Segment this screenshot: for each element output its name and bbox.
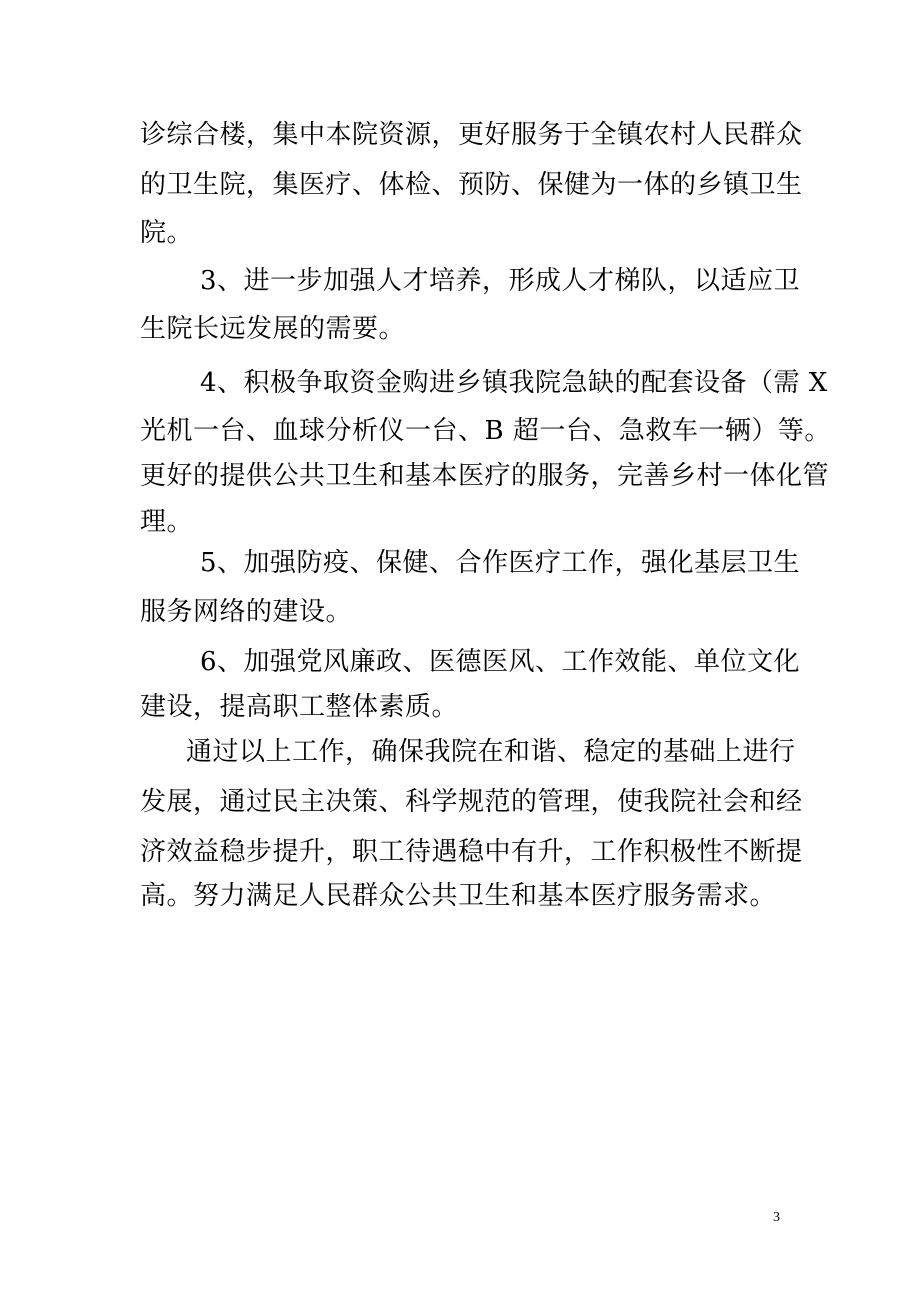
paragraph-6-line-3: 济效益稳步提升，职工待遇稳中有升，工作积极性不断提 <box>140 837 803 867</box>
paragraph-6-line-1: 通过以上工作，确保我院在和谐、稳定的基础上进行 <box>186 737 796 767</box>
paragraph-6-line-2: 发展，通过民主决策、科学规范的管理，使我院社会和经 <box>140 787 803 817</box>
paragraph-1-line-1: 诊综合楼，集中本院资源，更好服务于全镇农村人民群众 <box>140 120 803 150</box>
paragraph-5-line-2: 建设，提高职工整体素质。 <box>140 692 459 722</box>
paragraph-1-line-2: 的卫生院，集医疗、体检、预防、保健为一体的乡镇卫生 <box>140 170 803 200</box>
paragraph-3-line-2: 光机一台、血球分析仪一台、B 超一台、急救车一辆）等。 <box>140 416 831 446</box>
paragraph-6-line-4: 高。努力满足人民群众公共卫生和基本医疗服务需求。 <box>140 881 777 911</box>
paragraph-4-line-1: 5、加强防疫、保健、合作医疗工作，强化基层卫生 <box>200 548 801 578</box>
paragraph-2-line-1: 3、进一步加强人才培养，形成人才梯队，以适应卫 <box>200 266 801 296</box>
paragraph-3-line-4: 理。 <box>140 507 194 537</box>
paragraph-1-line-3: 院。 <box>140 218 194 248</box>
paragraph-5-line-1: 6、加强党风廉政、医德医风、工作效能、单位文化 <box>200 647 801 677</box>
paragraph-3-line-1: 4、积极争取资金购进乡镇我院急缺的配套设备（需 X <box>200 368 828 398</box>
page-number: 3 <box>773 1210 780 1225</box>
paragraph-3-line-3: 更好的提供公共卫生和基本医疗的服务，完善乡村一体化管 <box>140 461 830 491</box>
paragraph-4-line-2: 服务网络的建设。 <box>140 597 353 627</box>
paragraph-2-line-2: 生院长远发展的需要。 <box>140 314 406 344</box>
